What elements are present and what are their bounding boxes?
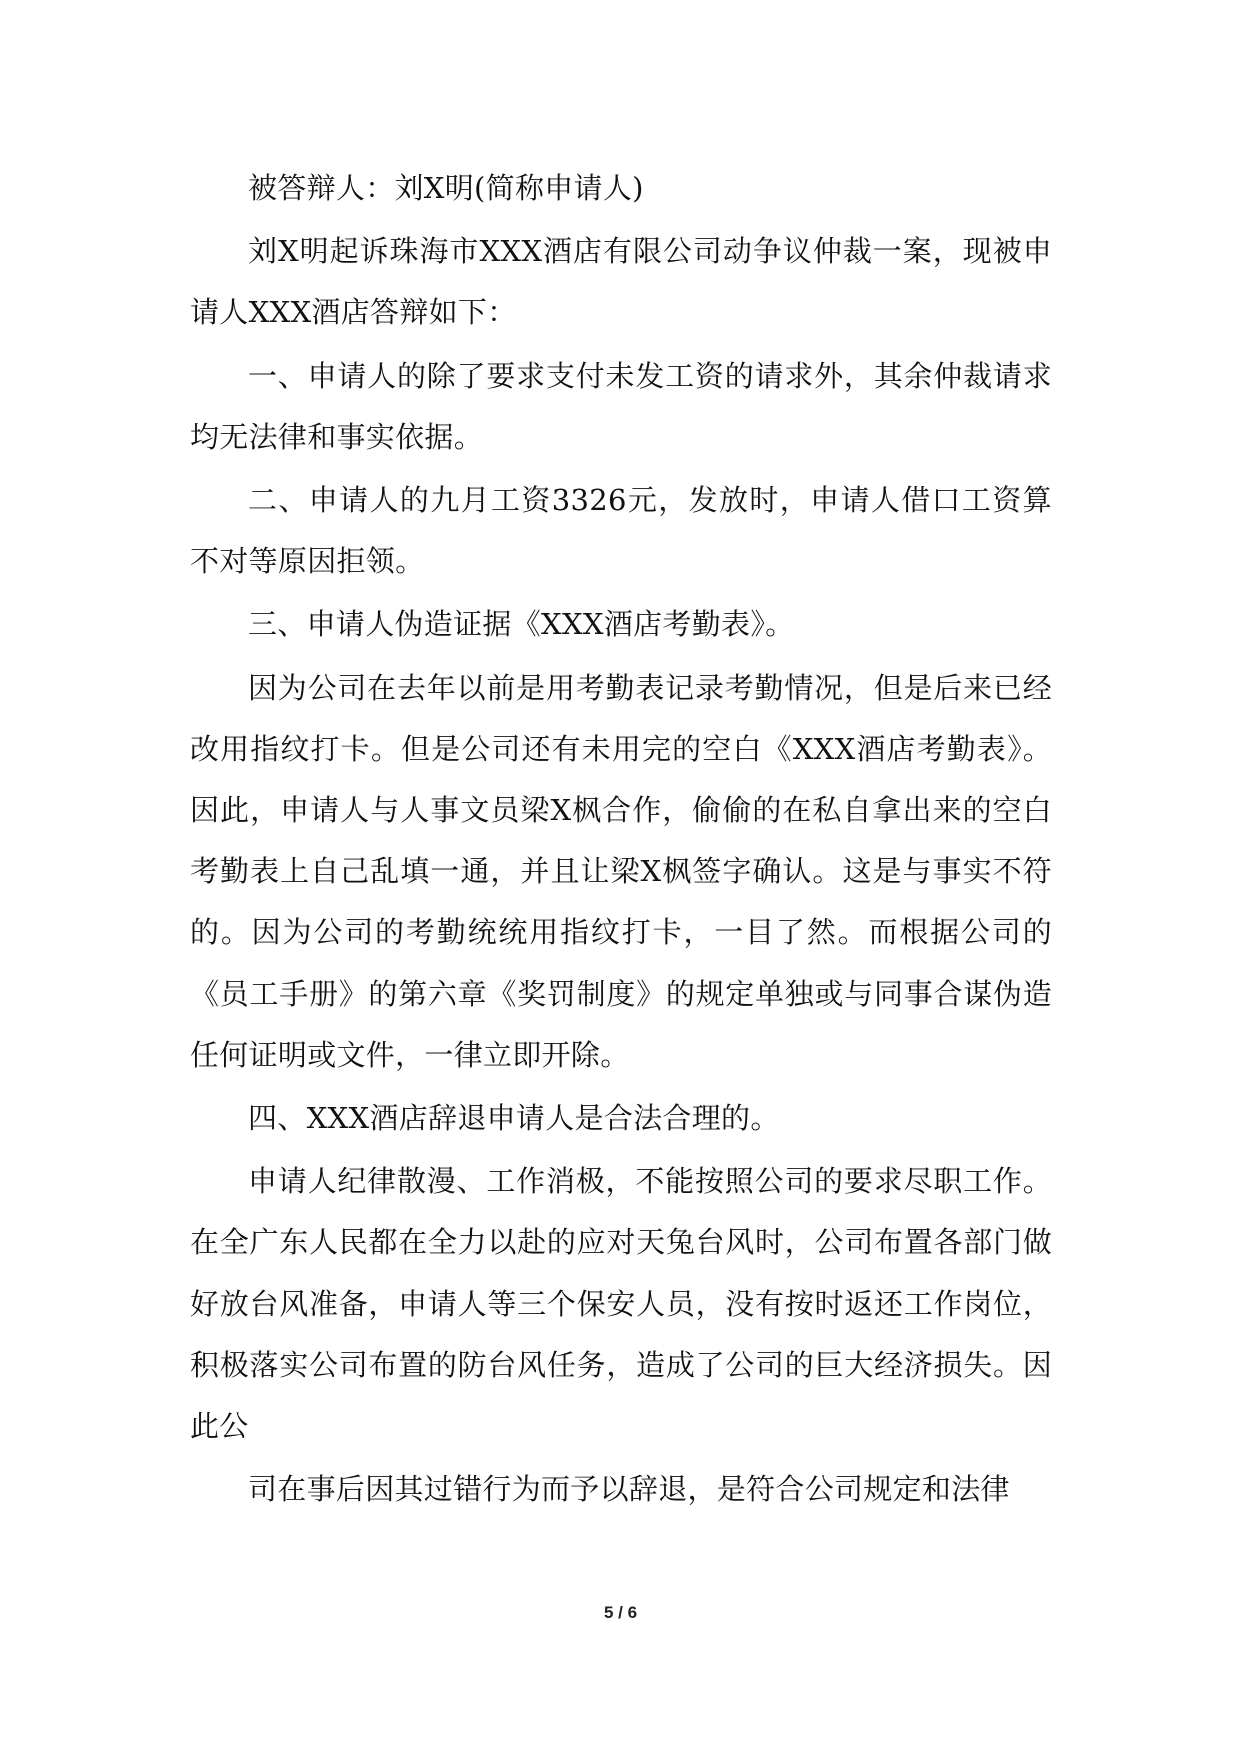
paragraph-dismissal-detail: 申请人纪律散漫、工作消极，不能按照公司的要求尽职工作。在全广东人民都在全力以赴的应对天兔台风时，公司布置各部门做好放台风准备，申请人等三个保安人员，没有按时返还工作岗位，积极落实公司布置的防台风任务，造成了公司的巨大经济损失。因此公: [190, 1164, 1052, 1444]
paragraph-point-four: 四、XXX酒店辞退申请人是合法合理的。: [248, 1101, 780, 1136]
paragraph-point-three: 三、申请人伪造证据《XXX酒店考勤表》。: [248, 607, 795, 642]
document-body: [190, 158, 1052, 1522]
paragraph-attendance-detail: 因为公司在去年以前是用考勤表记录考勤情况，但是后来已经改用指纹打卡。但是公司还有未用完的空白《XXX酒店考勤表》。因此，申请人与人事文员梁X枫合作，偷偷的在私自拿出来的空白考勤表上自己乱填一通，并且让梁X枫签字确认。这是与事实不符的。因为公司的考勤统统用指纹打卡，一目了然。而根据公司的《员工手册》的第六章《奖罚制度》的规定单独或与同事合谋伪造任何证明或文件，一律立即开除。: [190, 670, 1052, 1072]
paragraph-intro: 刘X明起诉珠海市XXX酒店有限公司动争议仲裁一案，现被申请人XXX酒店答辩如下：: [190, 234, 1052, 330]
paragraph-continuation: 司在事后因其过错行为而予以辞退，是符合公司规定和法律: [248, 1472, 1010, 1507]
paragraph-point-one: 一、申请人的除了要求支付未发工资的请求外，其余仲裁请求均无法律和事实依据。: [190, 358, 1052, 454]
paragraph-respondent: 被答辩人：刘X明(简称申请人): [248, 171, 644, 205]
paragraph-point-two: 二、申请人的九月工资3326元，发放时，申请人借口工资算不对等原因拒领。: [190, 483, 1052, 579]
page-number: 5 / 6: [603, 1603, 638, 1622]
